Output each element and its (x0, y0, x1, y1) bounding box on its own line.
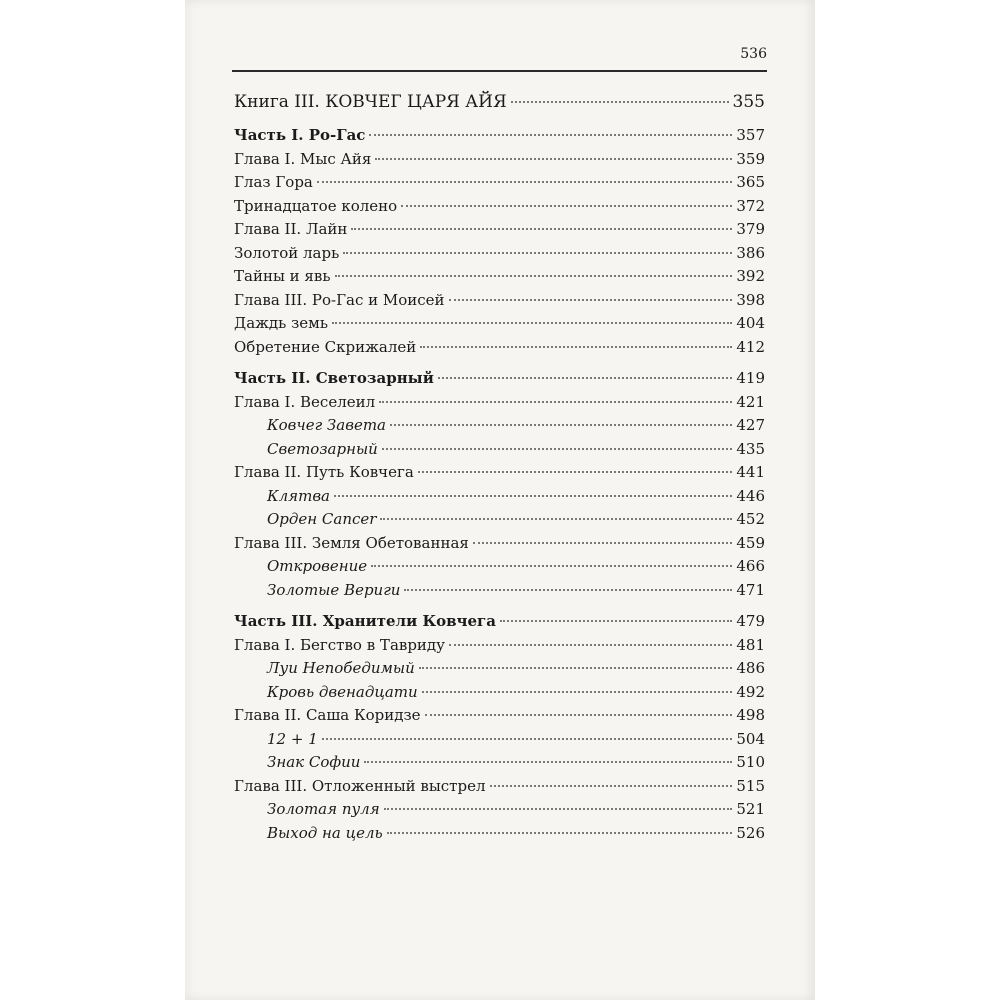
toc-leader-dots (449, 644, 732, 646)
toc-subentry (234, 730, 765, 754)
toc-label: Глава II. Лайн (234, 220, 348, 238)
toc-leader-dots (371, 565, 732, 567)
toc-entry (234, 706, 765, 730)
toc-label: Золотая пуля (267, 800, 380, 818)
toc-subentry (234, 487, 765, 511)
toc-entry (234, 150, 765, 174)
toc-leader-dots (422, 691, 733, 693)
toc-label: Обретение Скрижалей (234, 337, 417, 356)
toc-label: Глава II. Саша Коридзе (234, 706, 421, 724)
toc-leader-dots (473, 542, 733, 544)
toc-page: 427 (736, 416, 765, 434)
toc-page: 486 (736, 659, 765, 677)
toc-subentry (234, 659, 765, 683)
toc-label: Знак Софии (267, 753, 361, 771)
toc-entry (234, 636, 765, 660)
toc-leader-dots (449, 299, 733, 301)
toc-entry (234, 393, 765, 417)
toc-page: 471 (736, 580, 765, 599)
toc-page: 479 (736, 612, 765, 630)
toc-label: Книга III. КОВЧЕГ ЦАРЯ АЙЯ (234, 92, 507, 112)
toc-leader-dots (380, 518, 732, 520)
toc-page: 521 (736, 800, 765, 818)
toc-page: 365 (736, 173, 765, 191)
toc-page: 481 (736, 635, 765, 654)
toc-page: 404 (736, 314, 765, 332)
toc-leader-dots (343, 252, 732, 254)
toc-label: Часть I. Ро-Гас (234, 126, 366, 144)
toc-subentry (234, 510, 765, 534)
toc-leader-dots (387, 832, 733, 834)
toc-leader-dots (322, 738, 733, 740)
toc-label: Тайны и явь (234, 267, 331, 285)
toc-subentry (234, 557, 765, 581)
toc-part (234, 612, 765, 636)
toc-label: Глава II. Путь Ковчега (234, 463, 414, 481)
toc-page: 419 (736, 369, 765, 387)
toc-page: 466 (736, 557, 765, 575)
toc-entry (234, 314, 765, 338)
toc-entry (234, 338, 765, 362)
toc-label: Золотой ларь (234, 243, 340, 262)
toc-entry (234, 534, 765, 558)
toc-leader-dots (419, 667, 733, 669)
toc-page: 435 (736, 439, 765, 458)
toc-page: 526 (736, 823, 765, 842)
toc-label: Откровение (267, 557, 368, 575)
toc-page: 459 (736, 533, 765, 552)
page-number: 536 (740, 46, 767, 62)
toc-subentry (234, 824, 765, 848)
toc-label: Глава III. Ро-Гас и Моисей (234, 290, 445, 309)
toc-part (234, 369, 765, 393)
toc-leader-dots (500, 620, 732, 622)
toc-page: 355 (732, 92, 765, 112)
toc-entry (234, 267, 765, 291)
toc-leader-dots (379, 401, 732, 403)
toc-page: 379 (736, 220, 765, 238)
toc-leader-dots (511, 101, 729, 103)
toc-page: 412 (736, 337, 765, 356)
toc-leader-dots (364, 761, 732, 763)
toc-leader-dots (382, 448, 733, 450)
toc-leader-dots (332, 322, 732, 324)
toc-label: Даждь земь (234, 314, 328, 332)
toc-page: 510 (736, 753, 765, 771)
toc-page: 372 (736, 196, 765, 215)
toc-subentry (234, 683, 765, 707)
toc-label: Светозарный (267, 439, 378, 458)
toc-page: 398 (736, 290, 765, 309)
toc-page: 515 (736, 776, 765, 795)
toc-leader-dots (334, 495, 732, 497)
toc-entry (234, 244, 765, 268)
toc-label: Золотые Вериги (267, 580, 401, 599)
toc-entry (234, 777, 765, 801)
toc-page: 504 (736, 729, 765, 748)
toc-page: 446 (736, 486, 765, 505)
header-rule (232, 70, 767, 72)
toc-label: Глава I. Бегство в Тавриду (234, 635, 445, 654)
toc-leader-dots (390, 424, 732, 426)
toc-leader-dots (438, 377, 733, 379)
toc-entry (234, 220, 765, 244)
toc-entry (234, 291, 765, 315)
toc-label: Глава I. Мыс Айя (234, 149, 372, 168)
toc-label: Глава III. Земля Обетованная (234, 533, 469, 552)
toc-label: Тринадцатое колено (234, 196, 398, 215)
toc-subentry (234, 440, 765, 464)
toc-leader-dots (401, 205, 732, 207)
toc-leader-dots (351, 228, 732, 230)
toc-leader-dots (425, 714, 733, 716)
toc-entry (234, 197, 765, 221)
toc-subentry (234, 416, 765, 440)
toc-label: Глава I. Веселеил (234, 392, 376, 411)
toc-label: 12 + 1 (267, 729, 318, 748)
toc-label: Часть III. Хранители Ковчега (234, 612, 496, 630)
toc-entry (234, 173, 765, 197)
table-of-contents (234, 92, 765, 847)
toc-label: Глаз Гора (234, 173, 313, 191)
toc-entry (234, 463, 765, 487)
book-page (185, 0, 815, 1000)
toc-leader-dots (420, 346, 732, 348)
toc-page: 492 (736, 682, 765, 701)
toc-page: 357 (736, 126, 765, 144)
toc-page: 392 (736, 267, 765, 285)
toc-page: 498 (736, 706, 765, 724)
toc-leader-dots (418, 471, 733, 473)
toc-page: 359 (736, 149, 765, 168)
toc-label: Ковчег Завета (267, 416, 386, 434)
toc-book-title (234, 92, 765, 118)
toc-leader-dots (317, 181, 732, 183)
toc-subentry (234, 753, 765, 777)
toc-label: Выход на цель (267, 823, 383, 842)
toc-label: Орден Cancer (267, 510, 377, 528)
toc-page: 441 (736, 463, 765, 481)
toc-leader-dots (490, 785, 733, 787)
toc-leader-dots (335, 275, 733, 277)
toc-label: Часть II. Светозарный (234, 369, 434, 387)
toc-label: Клятва (267, 486, 330, 505)
toc-label: Глава III. Отложенный выстрел (234, 776, 486, 795)
toc-leader-dots (384, 808, 733, 810)
toc-page: 421 (736, 392, 765, 411)
toc-page: 452 (736, 510, 765, 528)
toc-leader-dots (375, 158, 732, 160)
toc-subentry (234, 800, 765, 824)
toc-label: Кровь двенадцати (267, 682, 418, 701)
toc-label: Луи Непобедимый (267, 659, 415, 677)
toc-part (234, 126, 765, 150)
toc-leader-dots (369, 134, 732, 136)
toc-leader-dots (404, 589, 732, 591)
toc-subentry (234, 581, 765, 605)
toc-page: 386 (736, 243, 765, 262)
